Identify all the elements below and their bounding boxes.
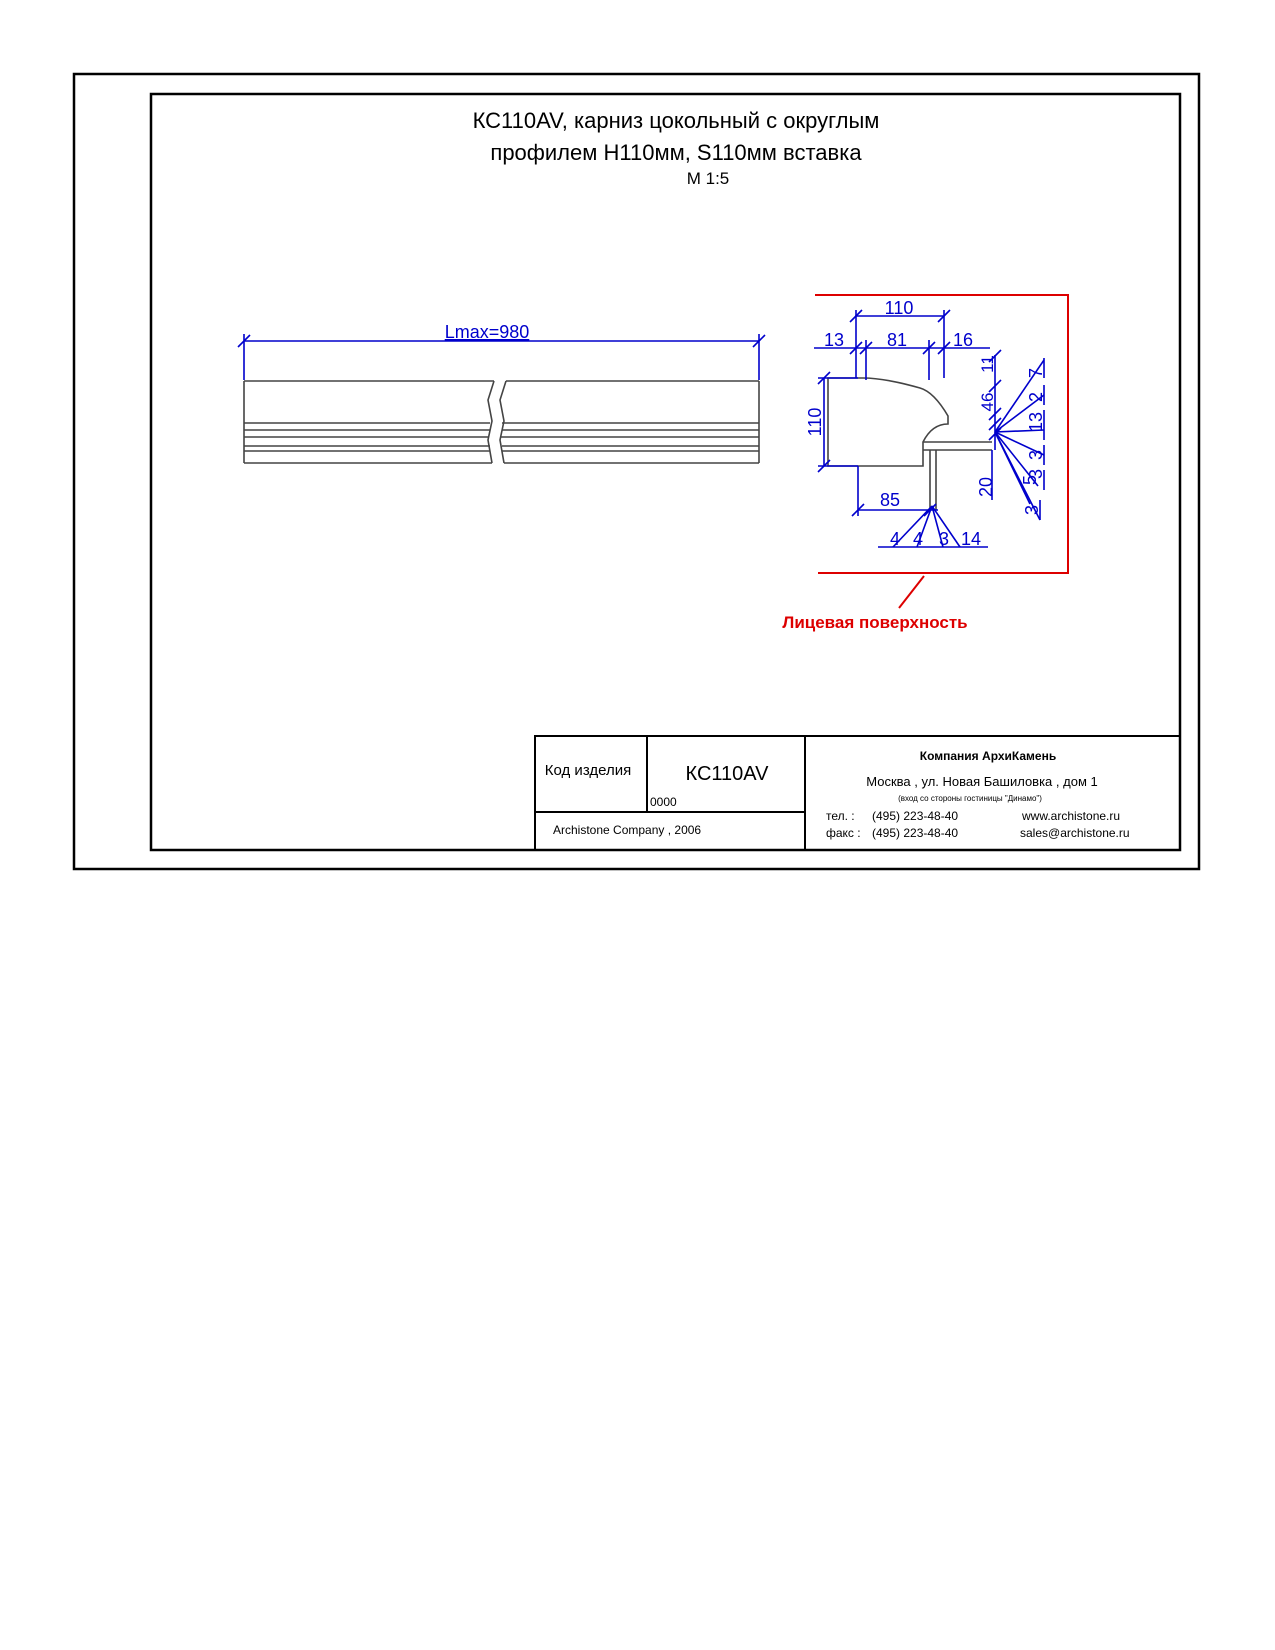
phone-number: (495) 223-48-40 (872, 809, 959, 823)
dim-top-81: 81 (886, 330, 908, 350)
length-dimension-label: Lmax=980 (444, 322, 530, 342)
dim-bottom-4a: 4 (889, 529, 901, 549)
product-code-number: 0000 (650, 795, 677, 809)
dim-right-5: 5 (1020, 474, 1040, 486)
dim-right-13: 13 (1026, 411, 1046, 433)
dim-right-3b: 3 (1026, 468, 1046, 480)
website: www.archistone.ru (1022, 809, 1121, 823)
dim-right-3a: 3 (1026, 449, 1046, 461)
product-code-label: Код изделия (544, 762, 632, 779)
dim-bottom-4b: 4 (912, 529, 924, 549)
elevation-view (238, 322, 765, 463)
dim-right-11: 11 (978, 355, 997, 373)
company-name: Компания АрхиКамень (919, 749, 1057, 763)
drawing-scale: М 1:5 (686, 169, 730, 188)
dim-right-2: 2 (1026, 391, 1046, 403)
dim-bottom-14: 14 (960, 529, 982, 549)
company-address: Москва , ул. Новая Башиловка , дом 1 (866, 774, 1098, 789)
company-address-note: (вход со стороны гостиницы "Динамо") (898, 794, 1042, 803)
dim-20: 20 (976, 476, 996, 498)
email: sales@archistone.ru (1020, 826, 1130, 840)
fax-number: (495) 223-48-40 (872, 826, 959, 840)
dim-bottom-85: 85 (879, 490, 901, 510)
dim-top-16: 16 (952, 330, 974, 350)
drawing-title-line1: КС110AV, карниз цокольный с округлым (472, 108, 880, 133)
title-block (535, 736, 1180, 850)
dim-top-13: 13 (823, 330, 845, 350)
phone-label: тел. : (826, 809, 855, 823)
dim-right-7: 7 (1026, 367, 1046, 379)
profile-section (782, 295, 1068, 632)
fax-label: факс : (826, 826, 861, 840)
drawing-title-line2: профилем Н110мм, S110мм вставка (490, 140, 862, 165)
dim-bottom-3: 3 (938, 529, 950, 549)
dim-right-46: 46 (978, 392, 997, 412)
product-code-value: КС110AV (685, 763, 769, 785)
face-surface-label: Лицевая поверхность (782, 613, 968, 632)
dim-right-3c: 3 (1022, 504, 1042, 516)
dim-left-110: 110 (805, 407, 825, 437)
dim-top-110: 110 (884, 298, 914, 318)
company-year: Archistone Company , 2006 (553, 823, 702, 837)
